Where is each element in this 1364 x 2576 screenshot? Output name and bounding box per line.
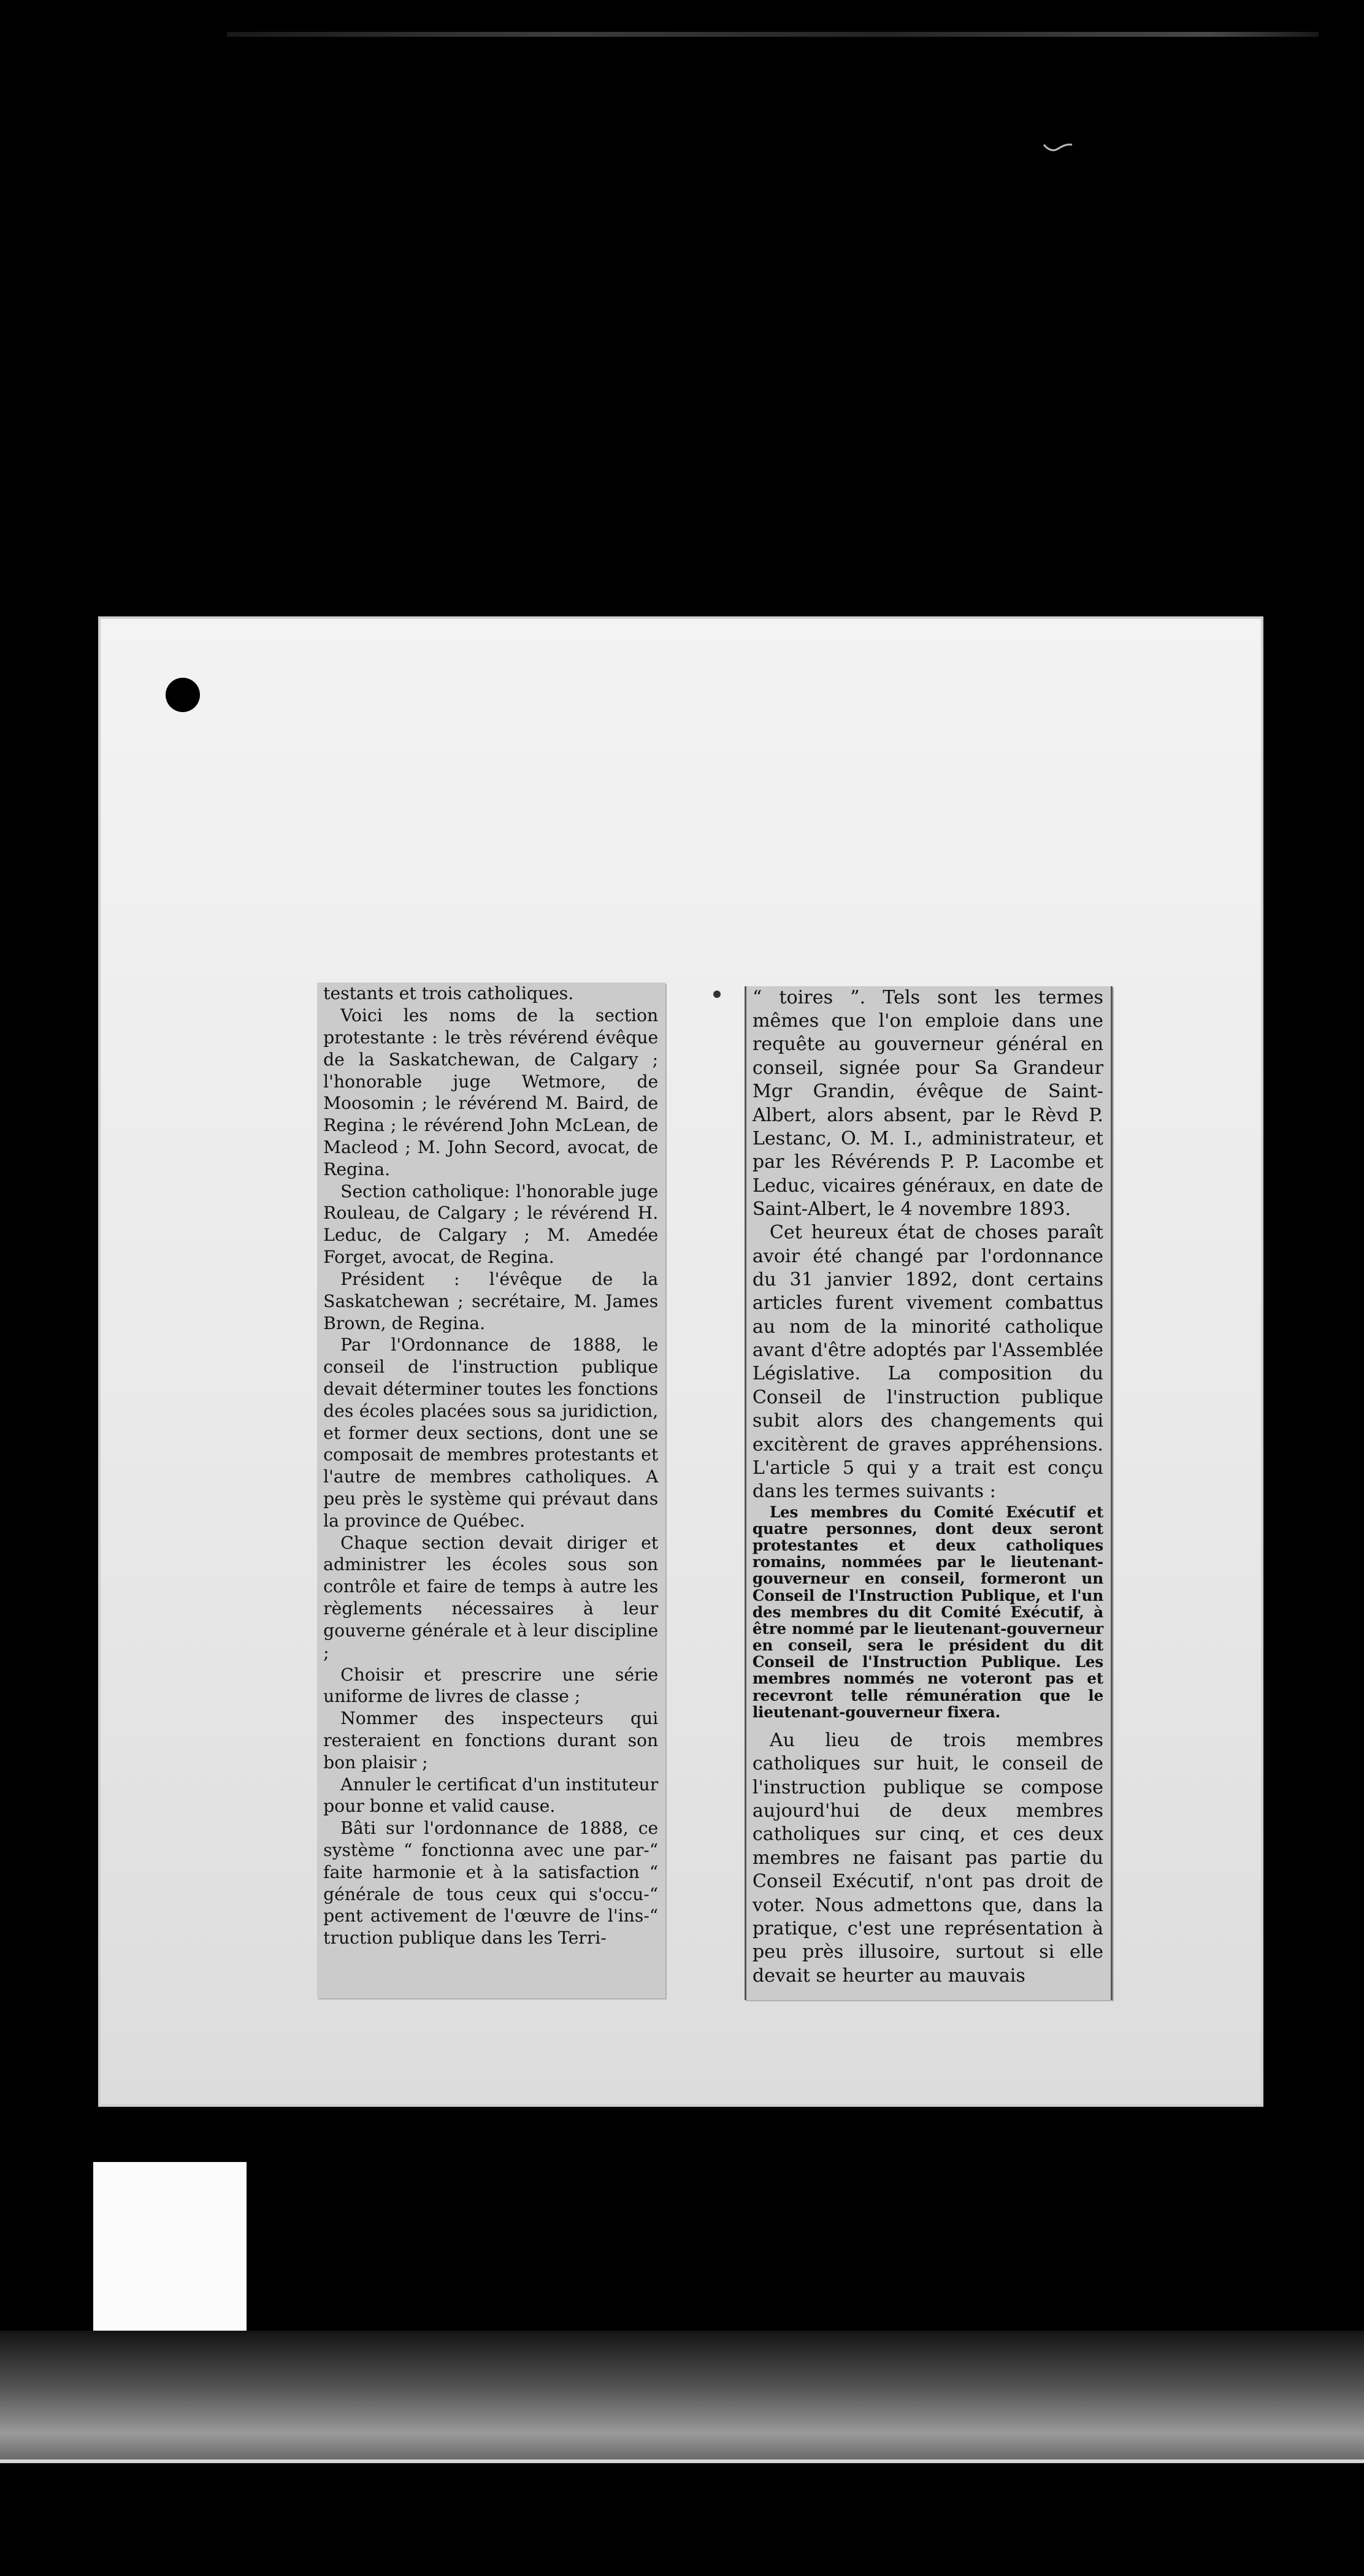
film-bottom-rule — [0, 2459, 1364, 2463]
paragraph: Cet heureux état de choses paraît avoir été changé par l'ordonnance du 31 janvier 1892, dont certains articles furent vivement combattus au nom de la minorité catholique avant d'être adoptés par l'Assemblée Législative. La composition du Conseil de l'instruction publique subit alors des changements qui excitèrent de graves appréhensions. L'article 5 qui y a trait est conçu dans les termes suivants : — [752, 1222, 1104, 1503]
paragraph: Annuler le certificat d'un instituteur pour bonne et valid cause. — [323, 1774, 659, 1817]
film-bottom-band — [0, 2331, 1364, 2459]
paragraph: Choisir et prescrire une série uniforme de livres de classe ; — [323, 1664, 659, 1707]
document-page — [98, 616, 1263, 2107]
paragraph: Voici les noms de la section protestante : le très révérend évêque de la Saskatchewan, de Calgary ; l'honorable juge Wetmore, de Moosomin ; le révérend M. Baird, de Regina ; le révérend John McLean, de Macleod ; M. John Secord, avocat, de Regina. — [323, 1005, 659, 1179]
paragraph: Section catholique: l'honorable juge Rouleau, de Calgary ; le révérend H. Leduc, de Calgary ; M. Amedée Forget, avocat, de Regina. — [323, 1181, 659, 1268]
paragraph: Chaque section devait diriger et administrer les écoles sous son contrôle et faire de temps à autre les règlements nécessaires à leur gouverne générale et à leur discipline ; — [323, 1532, 659, 1663]
film-top-streak — [227, 32, 1319, 37]
paragraph: Bâti sur l'ordonnance de 1888, ce système “ fonctionna avec une par-“ faite harmonie et à la satisfaction “ générale de tous ceux qui s'occu-“ pent activement de l'œuvre de l'ins-“ truction publique dans les Terri- — [323, 1818, 659, 1949]
paragraph: Au lieu de trois membres catholiques sur huit, le conseil de l'instruction publique se compose aujourd'hui de deux membres catholiques sur cinq, et ces deux membres ne faisant pas partie du Conseil Exécutif, n'ont pas droit de voter. Nous admettons que, dans la pratique, c'est une représentation à peu près illusoire, surtout si elle devait se heurter au mauvais — [752, 1730, 1104, 1987]
ink-dot — [713, 991, 721, 998]
paragraph: testants et trois catholiques. — [323, 983, 574, 1004]
scan-mark-icon — [1043, 142, 1073, 155]
paragraph: Président : l'évêque de la Saskatchewan ; secrétaire, M. James Brown, de Regina. — [323, 1268, 659, 1333]
paragraph: Par l'Ordonnance de 1888, le conseil de l'instruction publique devait déterminer toutes les fonctions des écoles placées sous sa juridiction, et former deux sections, dont une se composait de membres protestants et l'autre de membres catholiques. A peu près le système qui prévaut dans la province de Québec. — [323, 1335, 659, 1531]
newspaper-clipping-left — [317, 983, 665, 1998]
paragraph: Nommer des inspecteurs qui resteraient en fonctions durant son bon plaisir ; — [323, 1708, 659, 1773]
punch-hole — [166, 678, 200, 712]
paragraph: “ toires ”. Tels sont les termes mêmes que l'on emploie dans une requête au gouverneur général en conseil, signée pour Sa Grandeur Mgr Grandin, évêque de Saint-Albert, alors absent, par le Rèvd P. Lestanc, O. M. I., administrateur, et par les Révérends P. P. Lacombe et Leduc, vicaires généraux, en date de Saint-Albert, le 4 novembre 1893. — [752, 986, 1104, 1220]
newspaper-clipping-right — [745, 986, 1113, 2000]
quoted-article: Les membres du Comité Exécutif et quatre personnes, dont deux seront protestantes et deux catholiques romains, nommées par le lieutenant-gouverneur en conseil, formeront un Conseil de l'Instruction Publique, et l'un des membres du dit Comité Exécutif, à être nommé par le lieutenant-gouverneur en conseil, sera le président du dit Conseil de l'Instruction Publique. Les membres nommés ne voteront pas et recevront telle rémunération que le lieutenant-gouverneur fixera. — [752, 1503, 1104, 1721]
